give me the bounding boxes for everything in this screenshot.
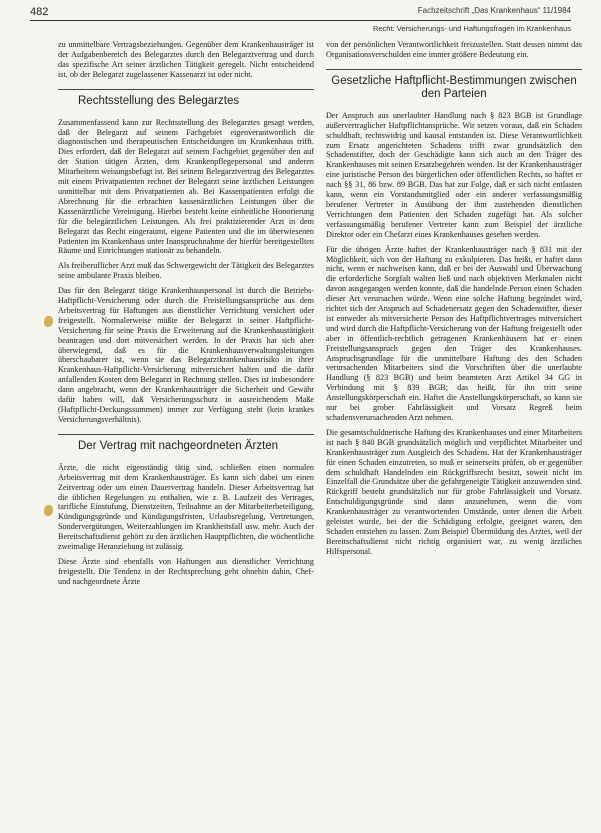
page-number: 482 [30, 6, 49, 18]
paragraph: Diese Ärzte sind ebenfalls von Haftungen aus dienstlicher Verrichtung freigestellt. Die Tendenz in der Rechtsprechung geht ohnehin dahin, Chef- und nachgeordnete Ärzte [58, 556, 314, 586]
margin-highlight-mark [44, 316, 53, 327]
left-column [58, 40, 314, 592]
right-column [326, 40, 582, 562]
margin-highlight-mark [44, 505, 53, 516]
paragraph: Der Anspruch aus unerlaubter Handlung nach § 823 BGB ist Grundlage außervertraglicher Haftpflichtansprüche. Wir setzen voraus, daß ein Schaden schuldhaft, rechtswidrig und kausal entstanden ist. Diese Verantwortlichkeit zum Ersatz angerichteten Schadens trifft zwar grundsätzlich den Schadenstifter, doch der Geschädigte kann sich auch an den Träger des Krankenhauses mit seinen Ersatzbegehren wenden. Ist der Krankenhausträger eine juristische Person des bürgerlichen oder öffentlichen Rechts, so haftet er nach §§ 31, 86 bzw. 89 BGB. Das hat zur Folge, daß er sich nicht entlasten kann, wenn ein Vorstandsmitglied oder ein anderer verfassungsmäßig berufener Vertreter in Ausübung der ihm zustehenden dienstlichen Verrichtungen dem Patienten den Schaden zugefügt hat. Als solcher verfassungsmäßig berufener Vertreter kann zum Beispiel der ärztliche Direktor oder ein Chefarzt eines Krankenhauses gesehen werden. [326, 110, 582, 239]
paragraph: Zusammenfassend kann zur Rechtsstellung des Belegarztes gesagt werden, daß der Belegarzt auf seinem Fachgebiet eigenverantwortlich die diagnostischen und therapeutischen Entscheidungen im Krankenhaus trifft. Dies erfordert, daß der Belegarzt auf seinem Fachgebiet gegenüber den auf der Station tätigen Ärzten, dem Krankenpflegepersonal und anderen Mitarbeitern weisungsbefugt ist. Bei seinem Belegarztvertrag des Belegarztes mit einem Privatpatienten rechnet der Belegarzt seine ärztlichen Leistungen unmittelbar mit dem Privatpatienten ab. Bei Kassenpatienten erfolgt die Abrechnung für die erbrachten kassenärztlichen Leistungen über die Kassenärztliche Vereinigung. Hierbei besteht keine einheitliche Honorierung für die belegärztlichen Leistungen. Als frei praktizierender Arzt in dem Belegarzt das Recht eingeraumt, eigene Patienten und die im überwiesenen Patienten im Krankenhaus unter Inanspruchnahme der hierfür bereitgestellten Räume und Einrichtungen stationär zu behandeln. [58, 117, 314, 256]
paragraph: Für die übrigen Ärzte haftet der Krankenhausträger nach § 831 mit der Möglichkeit, sich von der Haftung zu exkulpieren. Das heißt, er haftet dann nicht, wenn er nachweisen kann, daß er bei der Auswahl und Überwachung die erforderliche Sorgfalt walten ließ und nach objektiven Merkmalen nicht davon ausgegangen werden konnte, daß die handelnde Person einen Schaden dieser Art verursachen würde. Wenn eine solche Haftung begründet wird, richtet sich der Anspruch auf Schadenersatz gegen den Schadenstifter, dieser ist entweder als mitversicherte Person des Haftpflichtvertrages mitversichert und wird durch die Haftpflicht-Versicherung von der Haftung freigestellt oder aber in öffentlich-rechtlich getragenen Krankenhäusern hat er einen Freistellungsanspruch gegen den Träger des Krankenhauses. Anspruchsgrundlage für die unmittelbare Haftung des den Schaden verursachenden Mitarbeiters sind die Vorschriften über die unerlaubte Handlung (§ 823 BGB) und beim beamteten Arzt Artikel 34 GG in Verbindung mit § 839 BGB; das heißt, für ihn tritt seine Anstellungskörperschaft ein. Haftet die Anstellungskörperschaft, so kann sie nur bei grober Fahrlässigkeit und Vorsatz Regreß beim schadensverursachenden Arzt nehmen. [326, 244, 582, 422]
section-title-belegarzt: Rechtsstellung des Belegarztes [58, 89, 314, 110]
paragraph: Die gesamtschuldnerische Haftung des Krankenhauses und einer Mitarbeiters ist nach § 840 BGB grundsätzlich möglich und verpflichtet Mitarbeiter und Krankenhausträger zum Ausgleich des Schadens. Hat der Krankenhausträger für einen Schaden einzutreten, so muß er seinerseits prüfen, ob er gegenüber dem schuldhaft Handelnden ein Rückgriffsrecht besitzt, soweit nicht im Einzelfall die Grundsätze über die gefahrgeneigte Tätigkeit anzuwenden sind. Rückgriff besteht grundsätzlich nur für grobe Fahrlässigkeit und Vorsatz. Entschuldigungsgründe sind dann anzunehmen, wenn die vom Krankenhausträger zu verantwortenden Umstände, unter denen die Arbeit geleistet wurde, bei der die Schädigung erfolgte, geeignet waren, den Schaden entstehen zu lassen. Zum Beispiel Übermüdung des Arztes, weil der Bereitschaftsdienst nicht richtig organisiert war, zu wenig ärztliches Hilfspersonal. [326, 427, 582, 556]
header-rule [30, 20, 571, 21]
paragraph: Ärzte, die nicht eigenständig tätig sind, schließen einen normalen Arbeitsvertrag mit dem Krankenhausträger. Es kann sich dabei um einen Zeitvertrag oder um einen Dauervertrag handeln. Dieser Arbeitsvertrag hat die üblichen Regelungen zu enthalten, wie z. B. Laufzeit des Vertrages, tarifliche Einstufung, Dienstzeiten, Teilnahme an der Mitarbeiterbeteiligung, Kündigungsgründe und Kündigungsfristen, Urlaubsregelung, Vertretungen, Sondervergütungen, Weiterzahlungen im Krankheitsfall usw. mehr. Auch der Bereitschaftsdienst gehört zu den ärztlichen Hauptpflichten, die wöchentliche zweimalige Heranziehung ist zulässig. [58, 462, 314, 552]
rubric: Recht: Versicherungs- und Haftungsfragen im Krankenhaus [372, 24, 571, 33]
journal-name: Fachzeitschrift „Das Krankenhaus“ 11/1984 [417, 6, 571, 15]
section-title-nachgeordnete: Der Vertrag mit nachgeordneten Ärzten [58, 434, 314, 455]
right-intro: von der persönlichen Verantwortlichkeit freizustellen. Statt dessen nimmt das Organisationsverschulden eine immer größere Bedeutung ein. [326, 40, 582, 59]
paragraph: Als freiberuflicher Arzt muß das Schwergewicht der Tätigkeit des Belegarztes seine ambulante Praxis bleiben. [58, 261, 314, 281]
left-intro: zu unmittelbare Vertragsbeziehungen. Gegenüber dem Krankenhausträger ist der Aufgabenbereich des Belegarztes durch den Belegarztvertrag und durch das spezifische Art seiner ärztlichen Tätigkeit geregelt. Nicht entscheidend ist, ob der Belegarzt zugelassener Kassenarzt ist oder nicht. [58, 40, 314, 79]
section-title-haftpflicht: Gesetzliche Haftpflicht-Bestimmungen zwischen den Parteien [326, 69, 582, 103]
paragraph: Das für den Belegarzt tätige Krankenhauspersonal ist durch die Betriebs-Haftpflicht-Versicherung oder durch die Freistellungsansprüche aus dem Arbeitsvertrag für Haftungen aus dienstlicher Verrichtung versichert oder freigestellt. Normalerweise müßte der Belegarzt in seiner Haftpflicht-Versicherung für seine Praxis die Erweiterung auf die Krankenhaustätigkeit beantragen und dort mitversichert werden. In der Praxis hat sich aber überwiegend, daß es für die Krankenhausverwaltungsleitungen überschaubarer ist, wenn sie das Belegarztkrankenhausrisiko in ihrer Krankenhaus-Haftpflicht-Versicherung mitversichert halten und die dafür anfallenden Kosten dem Belegarzt in Rechnung stellen. Dies ist insbesondere dann angebracht, wenn der Krankenhausträger die Sicherheit und Gewähr dafür haben will, daß Versicherungsschutz in ausreichendem Maße (Haftpflicht-Deckungssummen) immer zur Verfügung steht (kein krankes Versicherungsverhältnis). [58, 286, 314, 424]
